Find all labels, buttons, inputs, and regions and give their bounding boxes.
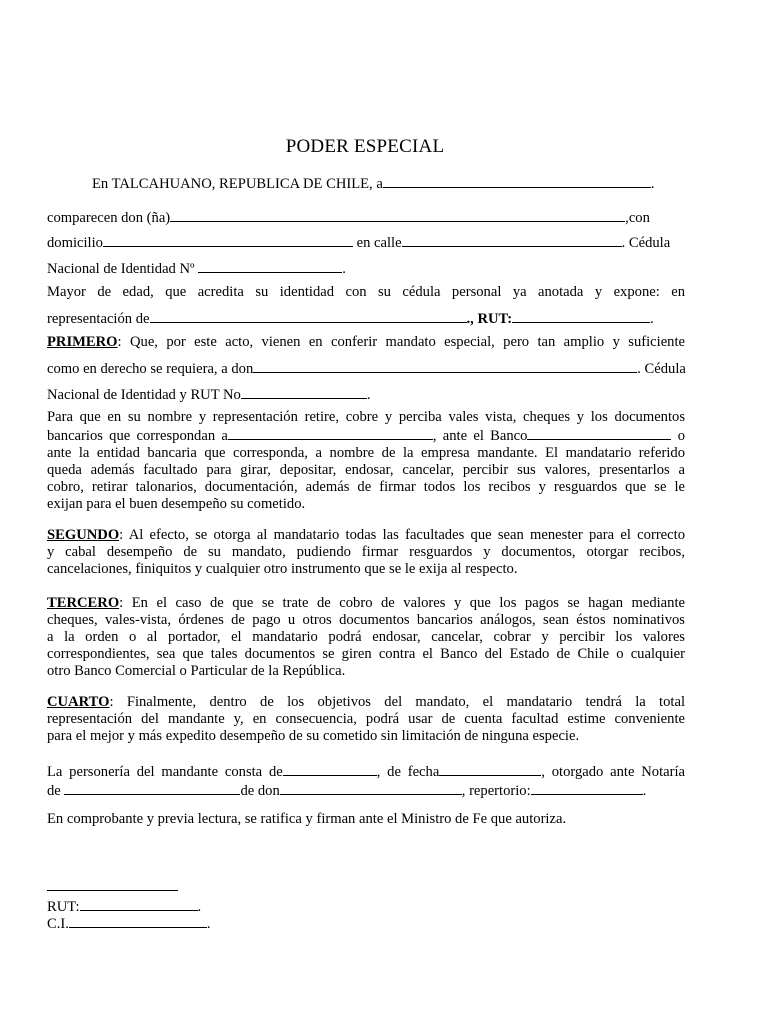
mayor-edad-line: Mayor de edad, que acredita su identidad con su cédula personal ya anotada y expone: en xyxy=(47,284,685,300)
repertorio-label: , repertorio: xyxy=(461,783,531,799)
comparece-line-2 xyxy=(47,233,670,252)
id-number-blank[interactable] xyxy=(198,259,342,273)
date-blank[interactable] xyxy=(383,174,651,188)
fecha-blank[interactable] xyxy=(439,762,541,776)
segundo-heading: SEGUNDO xyxy=(47,527,120,543)
signature-ci-line xyxy=(47,914,211,933)
signature-ci-label: C.I. xyxy=(47,916,69,932)
signature-ci-blank[interactable] xyxy=(69,914,207,928)
para-line: queda además facultado para girar, depositar, endosar, cancelar, percibir sus valores, presentarlos a xyxy=(47,462,685,478)
personeria-paragraph xyxy=(47,762,685,800)
tercero-line: cheques, vales-vista, órdenes de pago u otros documentos bancarios análogos, sean éstos nominativos xyxy=(47,612,685,628)
primero-heading: PRIMERO xyxy=(47,334,118,350)
domicilio-label: domicilio xyxy=(47,235,103,251)
comparece-line-1 xyxy=(47,208,650,227)
correspondan-label: bancarios que correspondan a xyxy=(47,428,228,444)
segundo-line: y cabal desempeño de su mandato, pudiendo firmar resguardos y documentos, otorgar recibos, xyxy=(47,544,685,560)
cuarto-line: para el mejor y más expedito desempeño de su cometido sin limitación de ninguna especie. xyxy=(47,728,580,744)
representacion-blank[interactable] xyxy=(150,309,467,323)
signature-rut-end: . xyxy=(197,899,202,915)
nacional-id-end: . xyxy=(342,261,346,277)
consta-blank[interactable] xyxy=(283,762,377,776)
de-label: de xyxy=(47,783,65,799)
primero-line-3 xyxy=(47,385,371,404)
tercero-heading: TERCERO xyxy=(47,595,120,611)
nacional-id-label: Nacional de Identidad Nº xyxy=(47,261,199,277)
cuarto-line: representación del mandante y, en consecuencia, podrá usar de cuenta facultad estime conveniente xyxy=(47,711,685,727)
primero-text: : Que, por este acto, vienen en conferir mandato especial, pero tan amplio y suficiente xyxy=(117,334,685,350)
tercero-line: : En el caso de que se trate de cobro de valores y que los pagos se hagan mediante xyxy=(119,595,685,611)
personeria-line-1 xyxy=(47,762,685,781)
representacion-line xyxy=(47,309,654,328)
id-rut-end: . xyxy=(366,387,371,403)
para-line: Para que en su nombre y representación retire, cobre y perciba vales vista, cheques y los documentos xyxy=(47,409,685,425)
closing-line: En comprobante y previa lectura, se ratifica y firman ante el Ministro de Fe que autoriza. xyxy=(47,811,567,827)
fecha-label: , de fecha xyxy=(376,764,440,780)
segundo-line: : Al efecto, se otorga al mandatario todas las facultades que sean menester para el correcto xyxy=(119,527,685,543)
comparece-label: comparecen don (ña) xyxy=(47,210,171,226)
notario-blank[interactable] xyxy=(280,781,462,795)
repertorio-blank[interactable] xyxy=(531,781,643,795)
notaria-blank[interactable] xyxy=(64,781,240,795)
para-line: cobro, retirar talonarios, documentación, además de firmar todos los recibos y resguardos que se le xyxy=(47,479,685,495)
representacion-label: representación de xyxy=(47,311,150,327)
para-line: ante la entidad bancaria que corresponda, a nombre de la empresa mandante. El mandatario referido xyxy=(47,445,685,461)
id-rut-label: Nacional de Identidad y RUT No xyxy=(47,387,241,403)
segundo-paragraph xyxy=(47,527,685,578)
beneficiario-blank[interactable] xyxy=(228,426,433,440)
signature-rut-blank[interactable] xyxy=(80,897,198,911)
para-paragraph xyxy=(47,409,685,513)
banco-o: o xyxy=(671,428,685,444)
tercero-line: otro Banco Comercial o Particular de la República. xyxy=(47,663,346,679)
mandatario-blank[interactable] xyxy=(253,359,637,373)
calle-label: en calle xyxy=(352,235,402,251)
personeria-line-2 xyxy=(47,781,685,800)
comparece-line-3 xyxy=(47,259,346,278)
intro-place: En TALCAHUANO, REPUBLICA DE CHILE, a xyxy=(92,176,383,192)
banco-label: , ante el Banco xyxy=(432,428,528,444)
comparece-con: ,con xyxy=(625,210,650,226)
banco-blank[interactable] xyxy=(527,426,671,440)
tercero-line: a la orden o al portador, el mandatario podrá endosar, cancelar, cobrar y percibir los valores xyxy=(47,629,685,645)
cedula-label: . Cédula xyxy=(621,235,671,251)
rut-no-blank[interactable] xyxy=(241,385,367,399)
cuarto-paragraph xyxy=(47,694,685,745)
primero-line-1 xyxy=(47,334,685,351)
tercero-line: correspondientes, sea que tales documentos se giren contra el Banco del Estado de Chile o cualquier xyxy=(47,646,685,662)
notaria-label: , otorgado ante Notaría xyxy=(541,764,685,780)
mandatario-label: como en derecho se requiera, a don xyxy=(47,361,254,377)
signature-line[interactable] xyxy=(47,877,178,891)
para-line: exijan para el buen desempeño su cometido. xyxy=(47,496,306,512)
cuarto-line: : Finalmente, dentro de los objetivos del mandato, el mandatario tendrá la total xyxy=(109,694,685,710)
signature-rut-label: RUT: xyxy=(47,899,80,915)
para-line-banco xyxy=(47,426,685,445)
cuarto-heading: CUARTO xyxy=(47,694,110,710)
domicilio-blank[interactable] xyxy=(103,233,353,247)
intro-line xyxy=(92,174,654,193)
consta-label: La personería del mandante consta de xyxy=(47,764,283,780)
rut-label: ., RUT: xyxy=(466,311,513,327)
rut-blank[interactable] xyxy=(512,309,650,323)
intro-end: . xyxy=(650,176,655,192)
de-don-label: de don xyxy=(240,783,280,799)
primero-line-2 xyxy=(47,359,686,378)
tercero-paragraph xyxy=(47,595,685,680)
segundo-line: cancelaciones, finiquitos y cualquier otro instrumento que se le exija al respecto. xyxy=(47,561,518,577)
name-blank[interactable] xyxy=(170,208,625,222)
document-title: PODER ESPECIAL xyxy=(285,136,445,157)
calle-blank[interactable] xyxy=(402,233,622,247)
cedula-label-2: . Cédula xyxy=(637,361,686,377)
rut-end: . xyxy=(650,311,654,327)
signature-ci-end: . xyxy=(206,916,211,932)
repertorio-end: . xyxy=(642,783,647,799)
